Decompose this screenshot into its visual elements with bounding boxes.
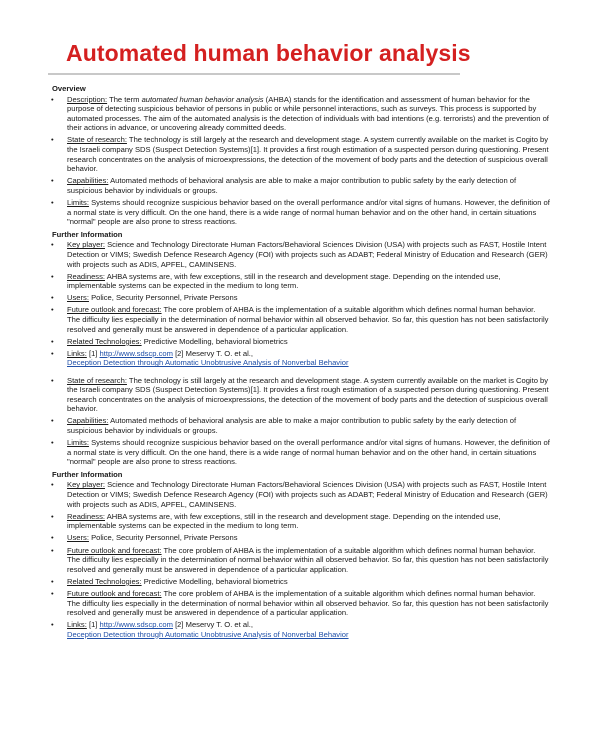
bullet: • — [51, 176, 54, 186]
item-text: The core problem of AHBA is the implementation of a suitable algorithm which defines normal human behavior. The difficulty lies especially in the determination of normal behavior within all observed behavior. So far, this question has not been satisfactorily resolved and generally must be answered in dependence of a particular application. — [67, 588, 549, 618]
item-text: (AHBA) stands for the identification and assessment of human behavior for the purpose of detecting suspicious behavior of persons in public or while personnel interactions, such as surveys. This process is supported by automated processes. The aim of the automated analysis is the detection of individuals with bad intentions (e.g. terrorists) and the prevention of their actions in advance, or uncovering already committed deeds. — [67, 94, 549, 133]
bullet: • — [51, 533, 54, 543]
item-text: The core problem of AHBA is the implementation of a suitable algorithm which defines normal human behavior. The difficulty lies especially in the determination of normal behavior within all observed behavior. So far, this question has not been satisfactorily resolved and generally must be answered in dependence of a particular application. — [67, 305, 549, 334]
item-label: Key player: — [67, 480, 105, 490]
item-label: Links: — [67, 620, 87, 630]
bullet: • — [51, 240, 54, 250]
bullet: • — [51, 198, 54, 208]
bullet: • — [51, 336, 54, 346]
bullet: • — [51, 348, 54, 358]
overview-heading: Overview — [52, 84, 86, 93]
deception-detection-link[interactable]: Deception Detection through Automatic Unobtrusive Analysis of Nonverbal Behavior — [67, 629, 349, 639]
list-item-links — [50, 349, 550, 368]
bullet: • — [51, 416, 54, 426]
sdscp-link[interactable]: http://www.sdscp.com — [99, 348, 173, 358]
list-item-future-outlook — [50, 589, 550, 618]
list-item-readiness — [50, 272, 550, 291]
item-label: Future outlook and forecast: — [67, 305, 162, 315]
bullet: • — [51, 271, 54, 281]
list-item-links — [50, 620, 550, 639]
item-label: State of research: — [67, 135, 127, 145]
item-text: The term — [107, 94, 142, 104]
bullet: • — [51, 545, 54, 555]
item-label: Readiness: — [67, 511, 105, 521]
bullet: • — [51, 438, 54, 448]
further-information-heading: Further Information — [52, 469, 123, 479]
item-label: Key player: — [67, 240, 105, 250]
list-item-capabilities — [50, 416, 550, 435]
list-item-users — [50, 533, 550, 543]
item-text: [1] — [86, 348, 100, 358]
item-text: Systems should recognize suspicious behavior based on the overall performance and/or vital signs of humans. However, the definition of a normal state is very difficult. On the one hand, there is a wide range of normal human behavior and on the other hand, in certain situations "normal" people are also prone to stress reactions. — [67, 438, 550, 467]
item-text: Automated methods of behavioral analysis are able to make a major contribution to public safety by the early detection of suspicious behavior by individuals or groups. — [67, 176, 517, 195]
bullet: • — [51, 94, 54, 104]
item-text: The technology is still largely at the research and development stage. A system currently available on the market is Cogito by the Israeli company SDS (Suspect Detection Systems)[1]. It provides a first rough estimation of a suspected person during questioning. Present research concentrates on the analysis of microexpressions, the detection of the movement of body parts and the detection of suspicious overall behavior. — [67, 135, 549, 174]
item-label: Readiness: — [67, 271, 105, 281]
bullet: • — [51, 620, 54, 630]
item-text: The core problem of AHBA is the implementation of a suitable algorithm which defines normal human behavior. The difficulty lies especially in the determination of normal behavior within all observed behavior. So far, this question has not been satisfactorily resolved and generally must be answered in dependence of a particular application. — [67, 545, 549, 574]
bullet: • — [51, 576, 54, 586]
bullet: • — [51, 480, 54, 490]
list-item-related-technologies — [50, 577, 550, 587]
item-text: [2] Meservy T. O. et al., — [172, 348, 253, 358]
list-item-key-player — [50, 240, 550, 269]
list-item-description — [50, 95, 550, 133]
item-term: automated human behavior analysis — [141, 94, 264, 104]
deception-detection-link[interactable]: Deception Detection through Automatic Unobtrusive Analysis of Nonverbal Behavior — [67, 358, 349, 368]
item-text: Predictive Modelling, behavioral biometrics — [141, 576, 288, 586]
item-text: Automated methods of behavioral analysis are able to make a major contribution to public safety by the early detection of suspicious behavior by individuals or groups. — [67, 416, 517, 435]
bullet: • — [51, 511, 54, 521]
page-title: Automated human behavior analysis — [66, 40, 471, 66]
item-label: Links: — [67, 348, 87, 358]
item-label: Capabilities: — [67, 416, 109, 426]
list-item-related-technologies — [50, 337, 550, 347]
bullet: • — [51, 588, 54, 598]
list-item-state-of-research — [50, 135, 550, 173]
further-information-heading: Further Information — [52, 229, 123, 239]
list-item-limits — [50, 438, 550, 467]
item-label: Limits: — [67, 198, 89, 208]
item-text: Police, Security Personnel, Private Persons — [88, 293, 238, 303]
item-text: Systems should recognize suspicious behavior based on the overall performance and/or vital signs of humans. However, the definition of a normal state is very difficult. On the one hand, there is a wide range of normal human behavior and on the other hand, in certain situations "normal" people are also prone to stress reactions. — [67, 198, 550, 227]
list-item-state-of-research — [50, 376, 550, 414]
list-item-capabilities — [50, 176, 550, 195]
item-label: Limits: — [67, 438, 89, 448]
item-label: Users: — [67, 293, 89, 303]
list-item-readiness — [50, 512, 550, 531]
bullet: • — [51, 135, 54, 145]
list-item-users — [50, 293, 550, 303]
item-text: AHBA systems are, with few exceptions, still in the research and development stage. Depending on the intended use, implementable systems can be expected in the medium to long term. — [67, 511, 501, 531]
item-label: Capabilities: — [67, 176, 109, 186]
list-item-key-player — [50, 480, 550, 509]
item-text: The technology is still largely at the research and development stage. A system currently available on the market is Cogito by the Israeli company SDS (Suspect Detection Systems)[1]. It provides a first rough estimation of a suspected person during questioning. Present research concentrates on the analysis of microexpressions, the detection of the movement of body parts and the detection of suspicious overall behavior. — [67, 375, 549, 414]
item-label: Future outlook and forecast: — [67, 588, 162, 598]
item-label: Description: — [67, 94, 108, 104]
item-label: Related Technologies: — [67, 336, 142, 346]
list-item-limits — [50, 198, 550, 227]
bullet: • — [51, 375, 54, 385]
item-label: Future outlook and forecast: — [67, 545, 162, 555]
item-label: State of research: — [67, 375, 127, 385]
title-divider — [48, 73, 460, 75]
list-item-future-outlook — [50, 546, 550, 575]
item-label: Related Technologies: — [67, 576, 142, 586]
document-body — [50, 84, 550, 642]
item-text: [1] — [86, 620, 100, 630]
bullet: • — [51, 293, 54, 303]
item-text: AHBA systems are, with few exceptions, still in the research and development stage. Depending on the intended use, implementable systems can be expected in the medium to long term. — [67, 271, 501, 291]
sdscp-link[interactable]: http://www.sdscp.com — [99, 620, 173, 630]
item-text: [2] Meservy T. O. et al., — [172, 620, 253, 630]
item-label: Users: — [67, 533, 89, 543]
item-text: Predictive Modelling, behavioral biometrics — [141, 336, 288, 346]
item-text: Science and Technology Directorate Human Factors/Behavioral Sciences Division (USA) with projects such as FAST, Hostile Intent Detection or VIMS; Swedish Defence Research Agency (FOI) with projects such as ADABT; Federal Ministry of Education and Research (GER) with projects such as ADIS, APFEL, CAMINSENS. — [67, 480, 548, 509]
item-text: Science and Technology Directorate Human Factors/Behavioral Sciences Division (USA) with projects such as FAST, Hostile Intent Detection or VIMS; Swedish Defence Research Agency (FOI) with projects such as ADABT; Federal Ministry of Education and Research (GER) with projects such as ADIS, APFEL, CAMINSENS. — [67, 240, 548, 269]
list-item-future-outlook — [50, 305, 550, 334]
bullet: • — [51, 305, 54, 315]
item-text: Police, Security Personnel, Private Persons — [88, 533, 238, 543]
